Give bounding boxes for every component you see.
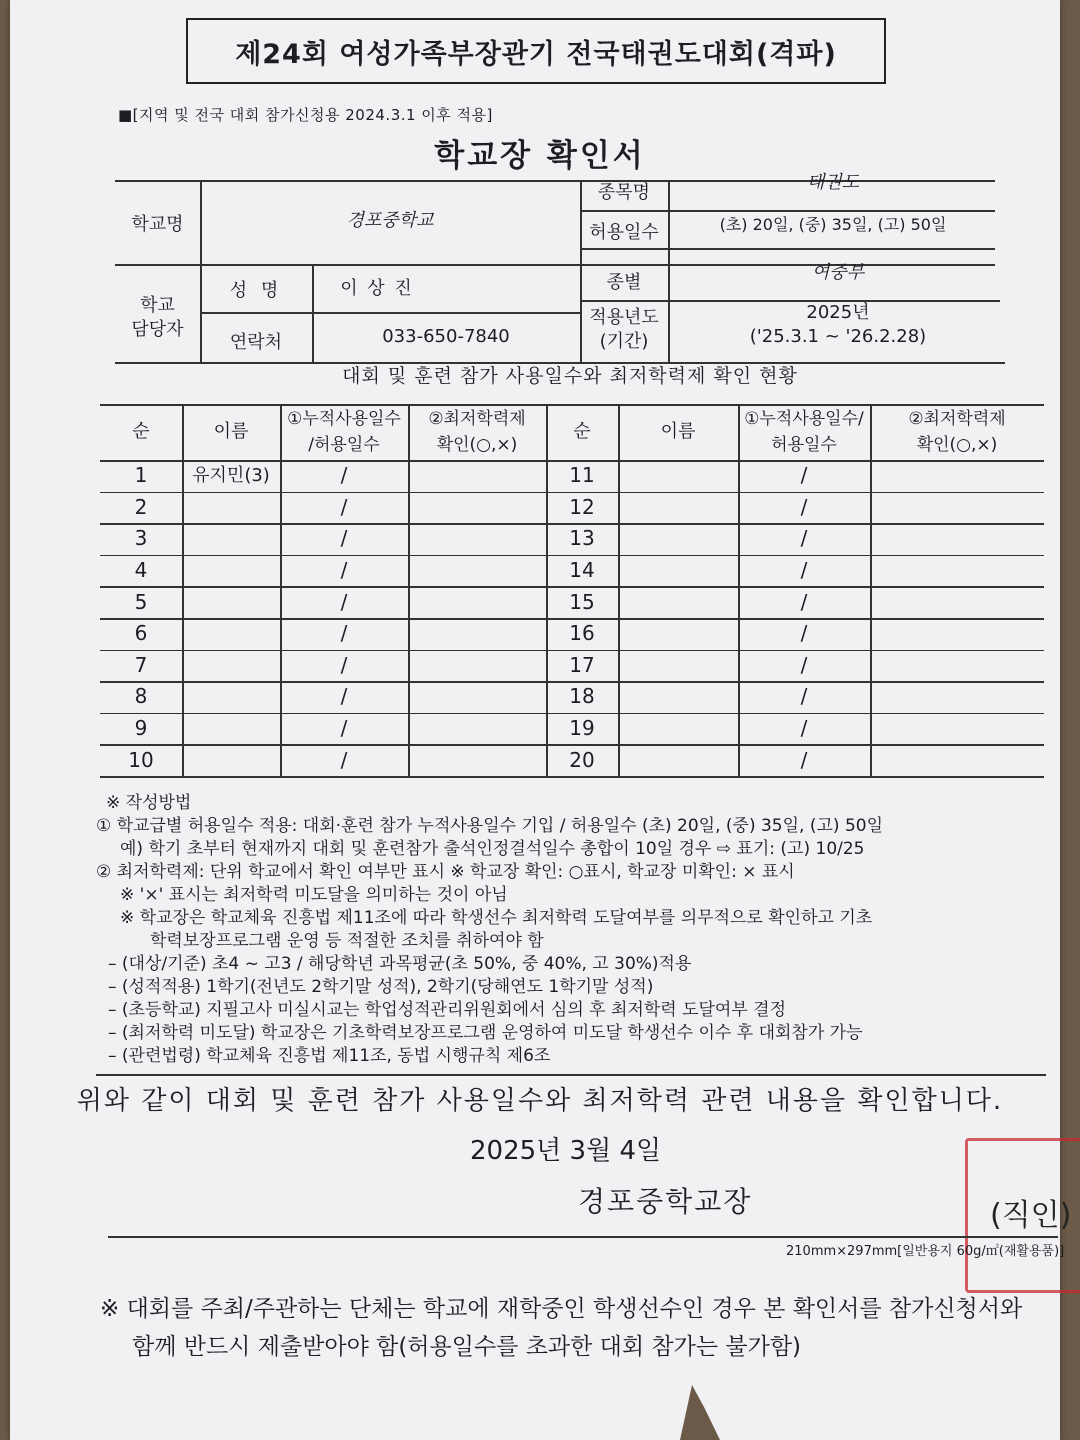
note-line: – (관련법령) 학교체육 진흥법 제11조, 동법 시행규칙 제6조 xyxy=(108,1046,551,1066)
footer-divider xyxy=(108,1236,1058,1238)
header-days: ①누적사용일수 xyxy=(287,408,401,429)
confirmation-statement: 위와 같이 대회 및 훈련 참가 사용일수와 최저학력 관련 내용을 확인합니다. xyxy=(76,1086,1004,1116)
category-label: 종별 xyxy=(606,271,642,293)
note-line: – (초등학교) 지필고사 미실시교는 학업성적관리위원회에서 심의 후 최저학력 도달여부 결정 xyxy=(108,1000,787,1020)
category-value: 여중부 xyxy=(811,261,865,283)
row-order-number: 3 xyxy=(134,526,148,551)
header-min-academic: ②최저학력제 xyxy=(908,408,1006,429)
principal-signature: 경포중학교장 xyxy=(578,1185,753,1218)
name-value: 이 상 진 xyxy=(340,277,414,299)
row-days-slash: / xyxy=(800,621,808,646)
table-row-border xyxy=(100,776,1044,778)
row-days-slash: / xyxy=(340,463,348,488)
header-name: 이름 xyxy=(660,420,696,442)
row-days-slash: / xyxy=(800,716,808,741)
contact-label: 연락처 xyxy=(229,331,283,353)
header-days: ①누적사용일수/ xyxy=(744,408,864,429)
status-title: 대회 및 훈련 참가 사용일수와 최저학력제 확인 현황 xyxy=(342,365,798,388)
row-order-number: 18 xyxy=(569,684,595,709)
row-student-name xyxy=(182,618,280,650)
row-student-name xyxy=(182,650,280,682)
note-line: ※ 학교장은 학교체육 진흥법 제11조에 따라 학생선수 최저학력 도달여부를 의무적으로 확인하고 기초 xyxy=(120,908,873,928)
row-student-name xyxy=(182,744,280,776)
note-line: ① 학교급별 허용일수 적용: 대회·훈련 참가 누적사용일수 기입 / 허용일수 (초) 20일, (중) 35일, (고) 50일 xyxy=(96,816,884,836)
header-min-academic: 확인(○,×) xyxy=(436,434,518,455)
row-order-number: 9 xyxy=(134,716,148,741)
table-column-border xyxy=(408,404,410,776)
school-label: 학교명 xyxy=(131,213,184,235)
row-days-slash: / xyxy=(340,747,348,772)
row-days-slash: / xyxy=(800,747,808,772)
row-order-number: 8 xyxy=(134,684,148,709)
note-line: ※ 작성방법 xyxy=(106,793,192,813)
row-days-slash: / xyxy=(800,652,808,677)
allowed-days-label: 허용일수 xyxy=(589,221,659,243)
row-days-slash: / xyxy=(340,494,348,519)
row-days-slash: / xyxy=(800,589,808,614)
note-line: ※ '×' 표시는 최저학력 미도달을 의미하는 것이 아님 xyxy=(120,885,508,905)
staff-label-line2: 담당자 xyxy=(131,318,184,340)
row-order-number: 11 xyxy=(569,463,595,488)
writing-instructions xyxy=(96,792,1056,1068)
header-days: 허용일수 xyxy=(771,434,837,455)
document-title: 학교장 확인서 xyxy=(434,138,646,174)
row-days-slash: / xyxy=(340,716,348,741)
year-label-line2: (기간) xyxy=(599,330,649,352)
row-order-number: 14 xyxy=(569,558,595,583)
row-order-number: 13 xyxy=(569,526,595,551)
staff-label-line1: 학교 xyxy=(140,294,175,316)
school-value: 경포중학교 xyxy=(346,209,434,231)
allowed-days-value: (초) 20일, (중) 35일, (고) 50일 xyxy=(719,215,947,234)
table-column-border xyxy=(870,404,872,776)
row-student-name xyxy=(182,681,280,713)
note-line: 예) 학기 초부터 현재까지 대회 및 훈련참가 출석인정결석일수 총합이 10일 경우 ⇨ 표기: (고) 10/25 xyxy=(120,839,865,859)
row-days-slash: / xyxy=(340,589,348,614)
row-order-number: 17 xyxy=(569,652,595,677)
year-label-line1: 적용년도 xyxy=(589,306,659,328)
period-value: ('25.3.1 ~ '26.2.28) xyxy=(749,325,927,347)
row-days-slash: / xyxy=(800,526,808,551)
submission-note xyxy=(100,1290,1060,1366)
row-student-name xyxy=(182,713,280,745)
info-line-name xyxy=(200,312,580,314)
note-line: – (성적적용) 1학기(전년도 2학기말 성적), 2학기(당해연도 1학기말 성적) xyxy=(108,977,654,997)
row-order-number: 15 xyxy=(569,589,595,614)
row-days-slash: / xyxy=(800,558,808,583)
row-days-slash: / xyxy=(340,526,348,551)
contact-value: 033-650-7840 xyxy=(382,325,510,347)
row-order-number: 6 xyxy=(134,621,148,646)
row-days-slash: / xyxy=(340,621,348,646)
header-name: 이름 xyxy=(213,420,249,442)
event-value: 태권도 xyxy=(806,171,860,193)
row-student-name: 유지민(3) xyxy=(192,464,270,486)
year-value: 2025년 xyxy=(806,301,870,323)
submission-note-line2: 함께 반드시 제출받아야 함(허용일수를 초과한 대회 참가는 불가함) xyxy=(132,1334,802,1360)
row-order-number: 20 xyxy=(569,747,595,772)
row-days-slash: / xyxy=(800,684,808,709)
header-min-academic: ②최저학력제 xyxy=(428,408,526,429)
header-order: 순 xyxy=(132,420,150,442)
header-days: /허용일수 xyxy=(308,434,380,455)
submission-note-line1: ※ 대회를 주최/주관하는 단체는 학교에 재학중인 학생선수인 경우 본 확인서를 참가신청서와 xyxy=(100,1296,1023,1322)
row-days-slash: / xyxy=(800,494,808,519)
row-order-number: 19 xyxy=(569,716,595,741)
row-student-name xyxy=(182,492,280,524)
note-line: – (최저학력 미도달) 학교장은 기초학력보장프로그램 운영하여 미도달 학생선수 이수 후 대회참가 가능 xyxy=(108,1023,863,1043)
seal-label: (직인) xyxy=(990,1198,1072,1233)
row-order-number: 16 xyxy=(569,621,595,646)
header-order: 순 xyxy=(573,420,591,442)
row-days-slash: / xyxy=(340,558,348,583)
row-student-name xyxy=(182,555,280,587)
row-days-slash: / xyxy=(340,652,348,677)
note-line: – (대상/기준) 초4 ~ 고3 / 해당학년 과목평균(초 50%, 중 40%, 고 30%)적용 xyxy=(108,954,692,974)
header-min-academic: 확인(○,×) xyxy=(916,434,998,455)
event-label: 종목명 xyxy=(597,181,651,203)
row-days-slash: / xyxy=(800,463,808,488)
row-order-number: 7 xyxy=(134,652,148,677)
note-line: ② 최저학력제: 단위 학교에서 확인 여부만 표시 ※ 학교장 확인: ○표시, 학교장 미확인: × 표시 xyxy=(96,862,795,882)
competition-title: 제24회 여성가족부장관기 전국태권도대회(격파) xyxy=(186,18,886,84)
document-date: 2025년 3월 4일 xyxy=(470,1136,662,1166)
notes-divider xyxy=(96,1074,1046,1076)
row-order-number: 5 xyxy=(134,589,148,614)
paper-spec: 210mm×297mm[일반용지 60g/㎡(재활용품)] xyxy=(786,1244,1065,1259)
row-order-number: 12 xyxy=(569,494,595,519)
row-order-number: 1 xyxy=(134,463,148,488)
note-line: 학력보장프로그램 운영 등 적절한 조치를 취하여야 함 xyxy=(150,931,544,951)
row-order-number: 2 xyxy=(134,494,148,519)
row-days-slash: / xyxy=(340,684,348,709)
row-student-name xyxy=(182,523,280,555)
row-order-number: 10 xyxy=(128,747,154,772)
application-subnote: ■[지역 및 전국 대회 참가신청용 2024.3.1 이후 적용] xyxy=(118,106,493,124)
row-order-number: 4 xyxy=(134,558,148,583)
name-label: 성 명 xyxy=(229,279,283,301)
row-student-name xyxy=(182,586,280,618)
